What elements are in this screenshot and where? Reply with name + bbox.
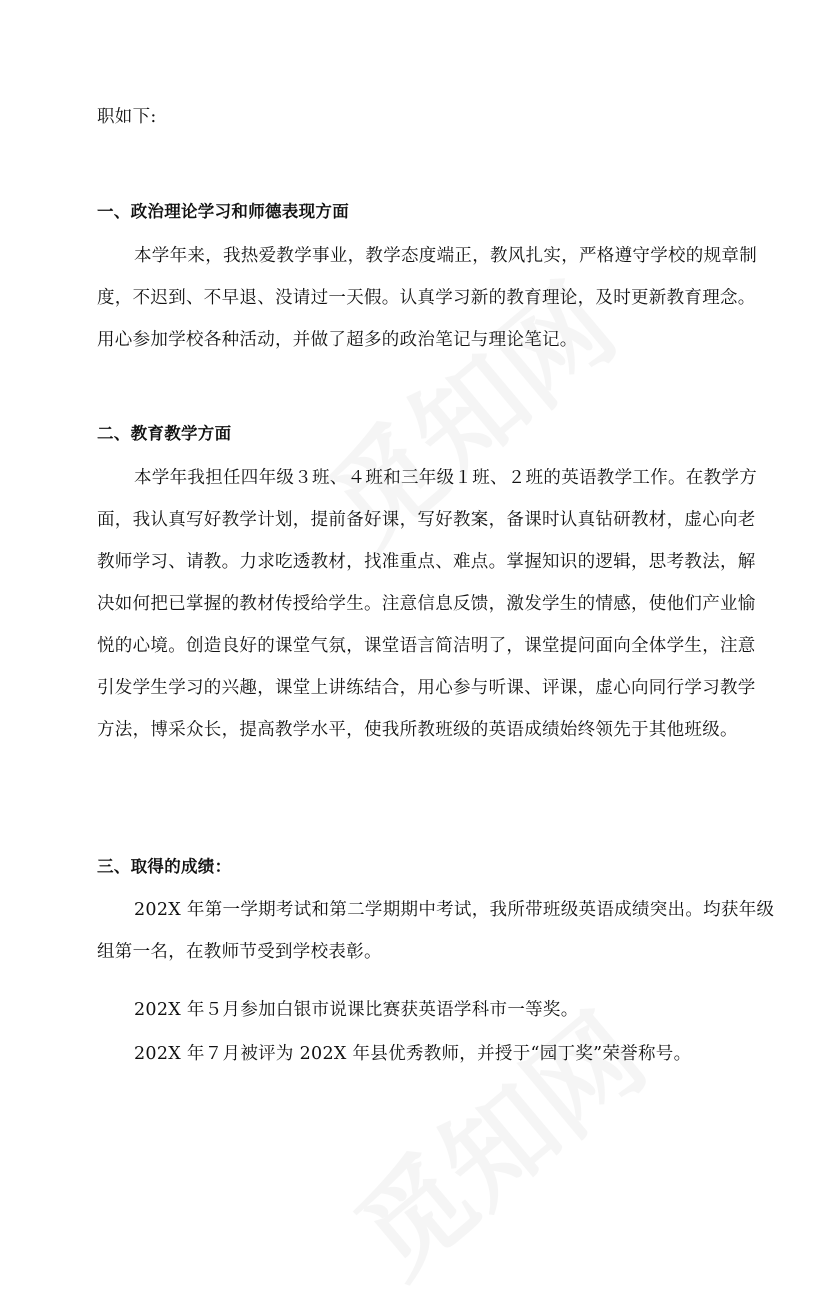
intro-text: 职如下:	[97, 107, 157, 127]
paragraph-line: 方法，博采众长，提高教学水平，使我所教班级的英语成绩始终领先于其他班级。	[97, 720, 738, 740]
section-heading-1: 一、政治理论学习和师德表现方面	[97, 202, 349, 221]
paragraph-line: 度，不迟到、不早退、没请过一天假。认真学习新的教育理论，及时更新教育理念。	[97, 288, 756, 308]
paragraph-line: 本学年来，我热爱教学事业，教学态度端正，教风扎实，严格遵守学校的规章制	[134, 246, 757, 266]
watermark	[318, 972, 672, 1305]
paragraph-line: 202X 年５月参加白银市说课比赛获英语学科市一等奖。	[134, 1000, 579, 1020]
paragraph-line: 202X 年第一学期考试和第二学期期中考试，我所带班级英语成绩突出。均获年级	[134, 900, 775, 920]
paragraph-line: 本学年我担任四年级３班、４班和三年级１班、２班的英语教学工作。在教学方	[134, 468, 757, 488]
paragraph-line: 决如何把已掌握的教材传授给学生。注意信息反馈，激发学生的情感，使他们产业愉	[97, 594, 756, 614]
paragraph-line: 面，我认真写好教学计划，提前备好课，写好教案，备课时认真钻研教材，虚心向老	[97, 510, 756, 530]
paragraph-line: 用心参加学校各种活动，并做了超多的政治笔记与理论笔记。	[97, 330, 578, 350]
section-heading-3: 三、取得的成绩：	[97, 857, 232, 876]
paragraph-line: 悦的心境。创造良好的课堂气氛，课堂语言简洁明了，课堂提问面向全体学生，注意	[97, 636, 756, 656]
section-heading-2: 二、教育教学方面	[97, 424, 232, 443]
paragraph-line: 教师学习、请教。力求吃透教材，找准重点、难点。掌握知识的逻辑，思考教法，解	[97, 552, 756, 572]
paragraph-line: 202X 年７月被评为 202X 年县优秀教师，并授于“园丁奖”荣誉称号。	[134, 1044, 692, 1064]
paragraph-line: 组第一名，在教师节受到学校表彰。	[97, 942, 382, 962]
paragraph-line: 引发学生学习的兴趣，课堂上讲练结合，用心参与听课、评课，虚心向同行学习教学	[97, 678, 756, 698]
